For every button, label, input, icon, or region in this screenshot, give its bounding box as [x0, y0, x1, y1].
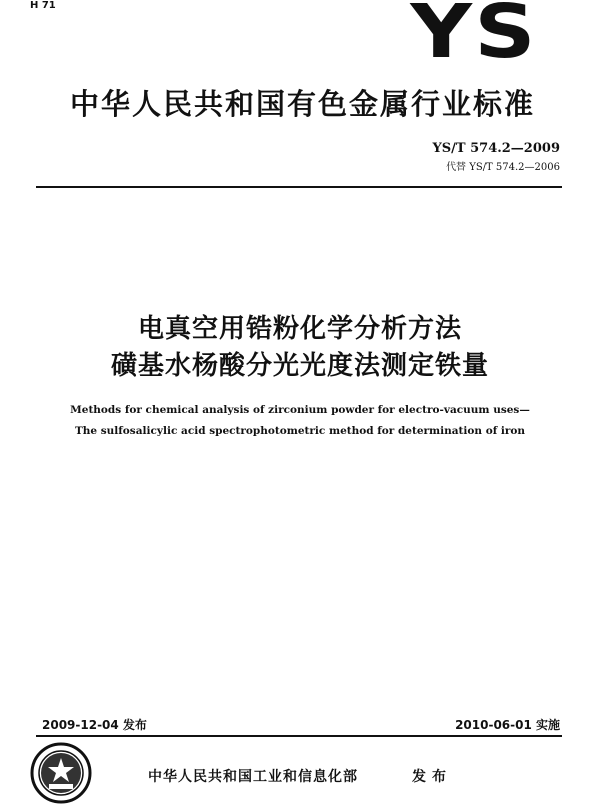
- industry-standard-title: 中华人民共和国有色金属行业标准: [69, 87, 535, 121]
- national-emblem-seal-icon: [30, 742, 92, 804]
- replaces-standard: 代替 YS/T 574.2—2006: [446, 162, 560, 173]
- publisher-name: 中华人民共和国工业和信息化部: [148, 769, 358, 785]
- issue-date: 2009-12-04 发布: [42, 718, 147, 732]
- publish-label: 发布: [412, 769, 452, 785]
- ys-logo: YS: [410, 0, 538, 75]
- implementation-date: 2010-06-01 实施: [455, 718, 560, 732]
- english-title-line-1: Methods for chemical analysis of zirconium powder for electro-vacuum uses—: [70, 404, 530, 416]
- classification-code: H 71: [30, 0, 56, 11]
- bottom-divider: [36, 735, 562, 737]
- chinese-title-line-2: 磺基水杨酸分光光度法测定铁量: [110, 351, 489, 381]
- top-divider: [36, 186, 562, 188]
- chinese-title-line-1: 电真空用锆粉化学分析方法: [137, 314, 462, 344]
- english-title-line-2: The sulfosalicylic acid spectrophotometric method for determination of iron: [74, 425, 526, 437]
- standard-number: YS/T 574.2—2009: [432, 141, 560, 156]
